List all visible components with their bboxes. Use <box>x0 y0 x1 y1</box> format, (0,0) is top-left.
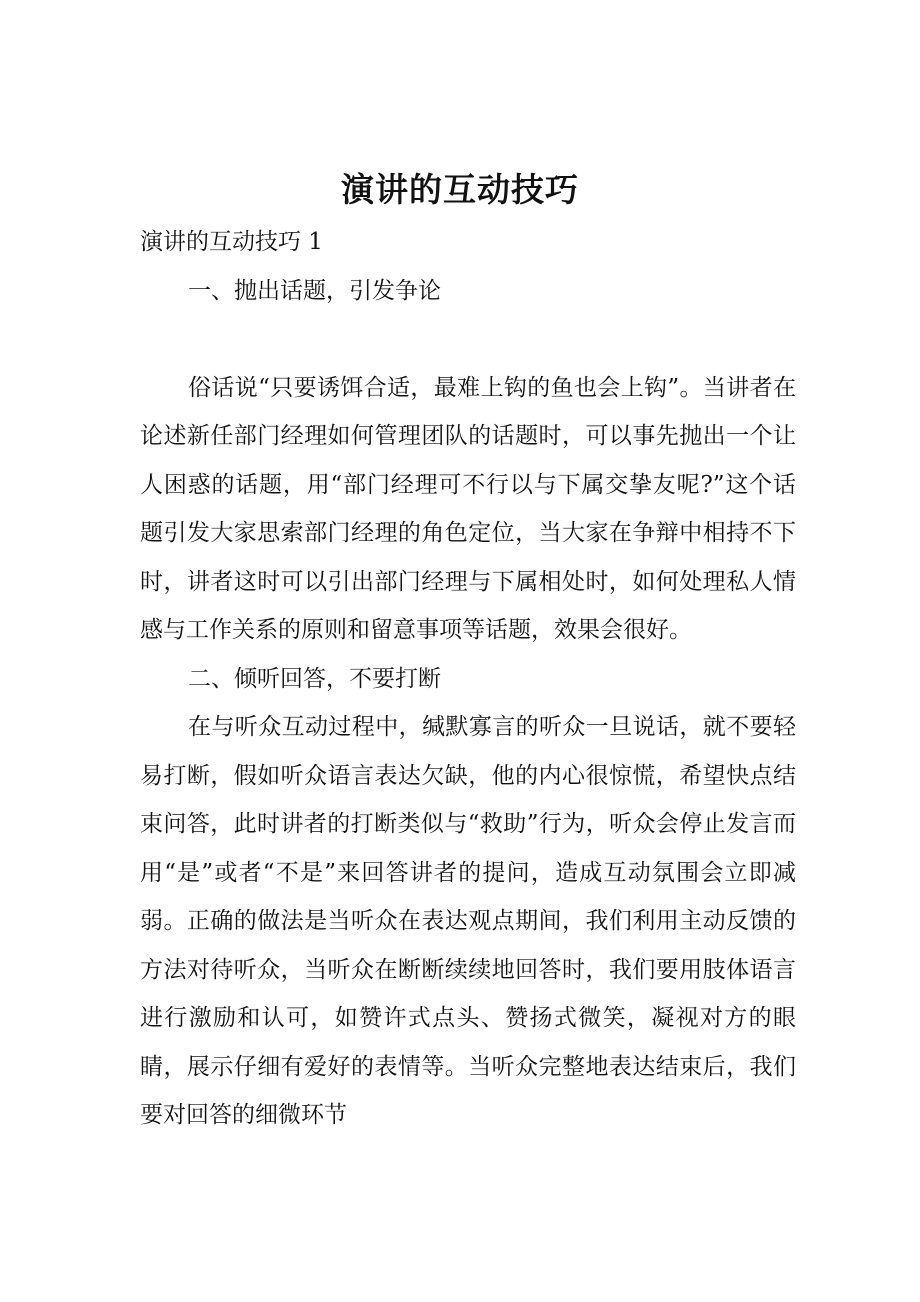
section-heading-1: 一、抛出话题，引发争论 <box>188 277 441 304</box>
document-body <box>140 218 796 1140</box>
section-heading-2: 二、倾听回答，不要打断 <box>188 665 441 692</box>
paragraph-1: 俗话说“只要诱饵合适，最难上钩的鱼也会上钩”。当讲者在论述新任部门经理如何管理团队的话题时，可以事先抛出一个让人困惑的话题，用“部门经理可不行以与下属交挚友呢?”这个话题引发大家思索部门经理的角色定位，当大家在争辩中相持不下时，讲者这时可以引出部门经理与下属相处时，如何处理私人情感与工作关系的原则和留意事项等话题，效果会很好。 <box>140 374 796 643</box>
blank-line <box>140 315 796 364</box>
page-title: 演讲的互动技巧 <box>341 170 579 210</box>
paragraph-2: 在与听众互动过程中，缄默寡言的听众一旦说话，就不要轻易打断，假如听众语言表达欠缺，他的内心很惊慌，希望快点结束问答，此时讲者的打断类似与“救助”行为，听众会停止发言而用“是”或者“不是”来回答讲者的提问，造成互动氛围会立即减弱。正确的做法是当听众在表达观点期间，我们利用主动反馈的方法对待听众，当听众在断断续续地回答时，我们要用肢体语言进行激励和认可，如赞许式点头、赞扬式微笑，凝视对方的眼睛，展示仔细有爱好的表情等。当听众完整地表达结束后，我们要对回答的细微环节 <box>140 714 796 1128</box>
document-subtitle: 演讲的互动技巧 1 <box>140 229 323 255</box>
